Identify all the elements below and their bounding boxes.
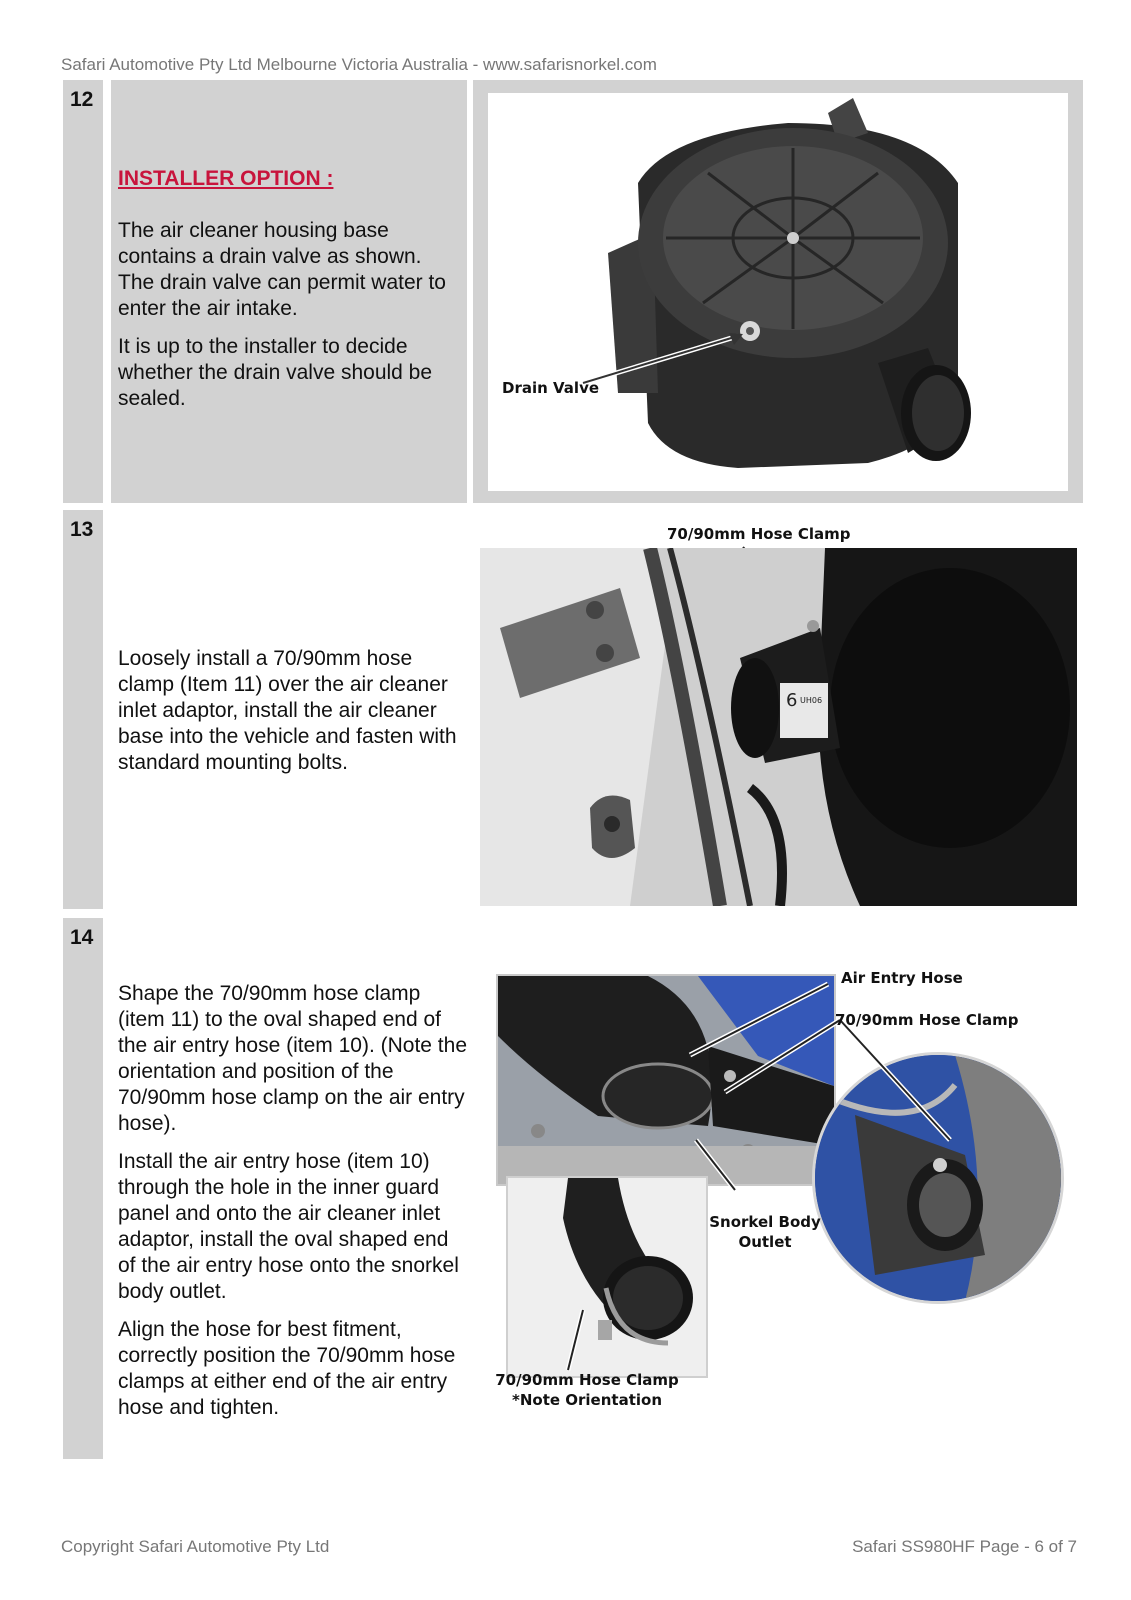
hose-clamp-note-label: 70/90mm Hose Clamp [495,1371,679,1389]
air-entry-hose-callout: Air Entry Hose [841,969,963,987]
engine-bay-airbox-photo [480,548,1077,906]
drain-valve-callout: Drain Valve [502,379,600,397]
step-paragraph: Install the air entry hose (item 10) through the hole in the inner guard panel and onto the air cleaner inlet adaptor, install the oval shaped end of the air entry hose onto the snorkel body outlet. [118,1150,459,1303]
step-paragraph: Align the hose for best fitment, correctly position the 70/90mm hose clamps at either end of the air entry hose and tighten. [118,1318,456,1419]
step-12-text [118,166,463,424]
step-13-text [118,646,463,788]
page-header: Safari Automotive Pty Ltd Melbourne Victoria Australia - www.safarisnorkel.com [61,55,657,74]
clamp-small-text: UH06 [800,696,823,705]
air-cleaner-housing-photo [488,93,1068,491]
step-number-column [63,918,103,1459]
footer-copyright: Copyright Safari Automotive Pty Ltd [61,1537,330,1556]
hose-clamp-orientation-callout [492,1370,682,1410]
footer-page-number: Safari SS980HF Page - 6 of 7 [852,1537,1077,1556]
step-14-callout-pointers [480,960,1080,1420]
step-number: 13 [70,518,94,541]
step-paragraph: It is up to the installer to decide whether the drain valve should be sealed. [118,335,433,410]
note-orientation-label: *Note Orientation [512,1391,662,1409]
step-number-column [63,80,103,503]
installer-option-title: INSTALLER OPTION : [118,167,334,190]
step-number-column [63,510,103,909]
step-paragraph: Loosely install a 70/90mm hose clamp (Item 11) over the air cleaner inlet adaptor, install the air cleaner base into the vehicle and fasten with standard mounting bolts. [118,647,457,774]
snorkel-body-outlet-callout: Snorkel Body Outlet [709,1213,821,1251]
hose-clamp-callout: 70/90mm Hose Clamp [667,525,851,543]
step-14-text [118,981,468,1433]
clamp-mark-text: 6 [786,690,798,711]
hose-clamp-callout: 70/90mm Hose Clamp [835,1011,1019,1029]
step-paragraph: Shape the 70/90mm hose clamp (item 11) to the oval shaped end of the air entry hose (item 10). (Note the orientation and position of the 70/90mm hose clamp on the air entry hose). [118,982,467,1135]
step-paragraph: The air cleaner housing base contains a drain valve as shown. The drain valve can permit water to enter the air intake. [118,219,446,320]
step-number: 12 [70,88,94,111]
step-number: 14 [70,926,94,949]
